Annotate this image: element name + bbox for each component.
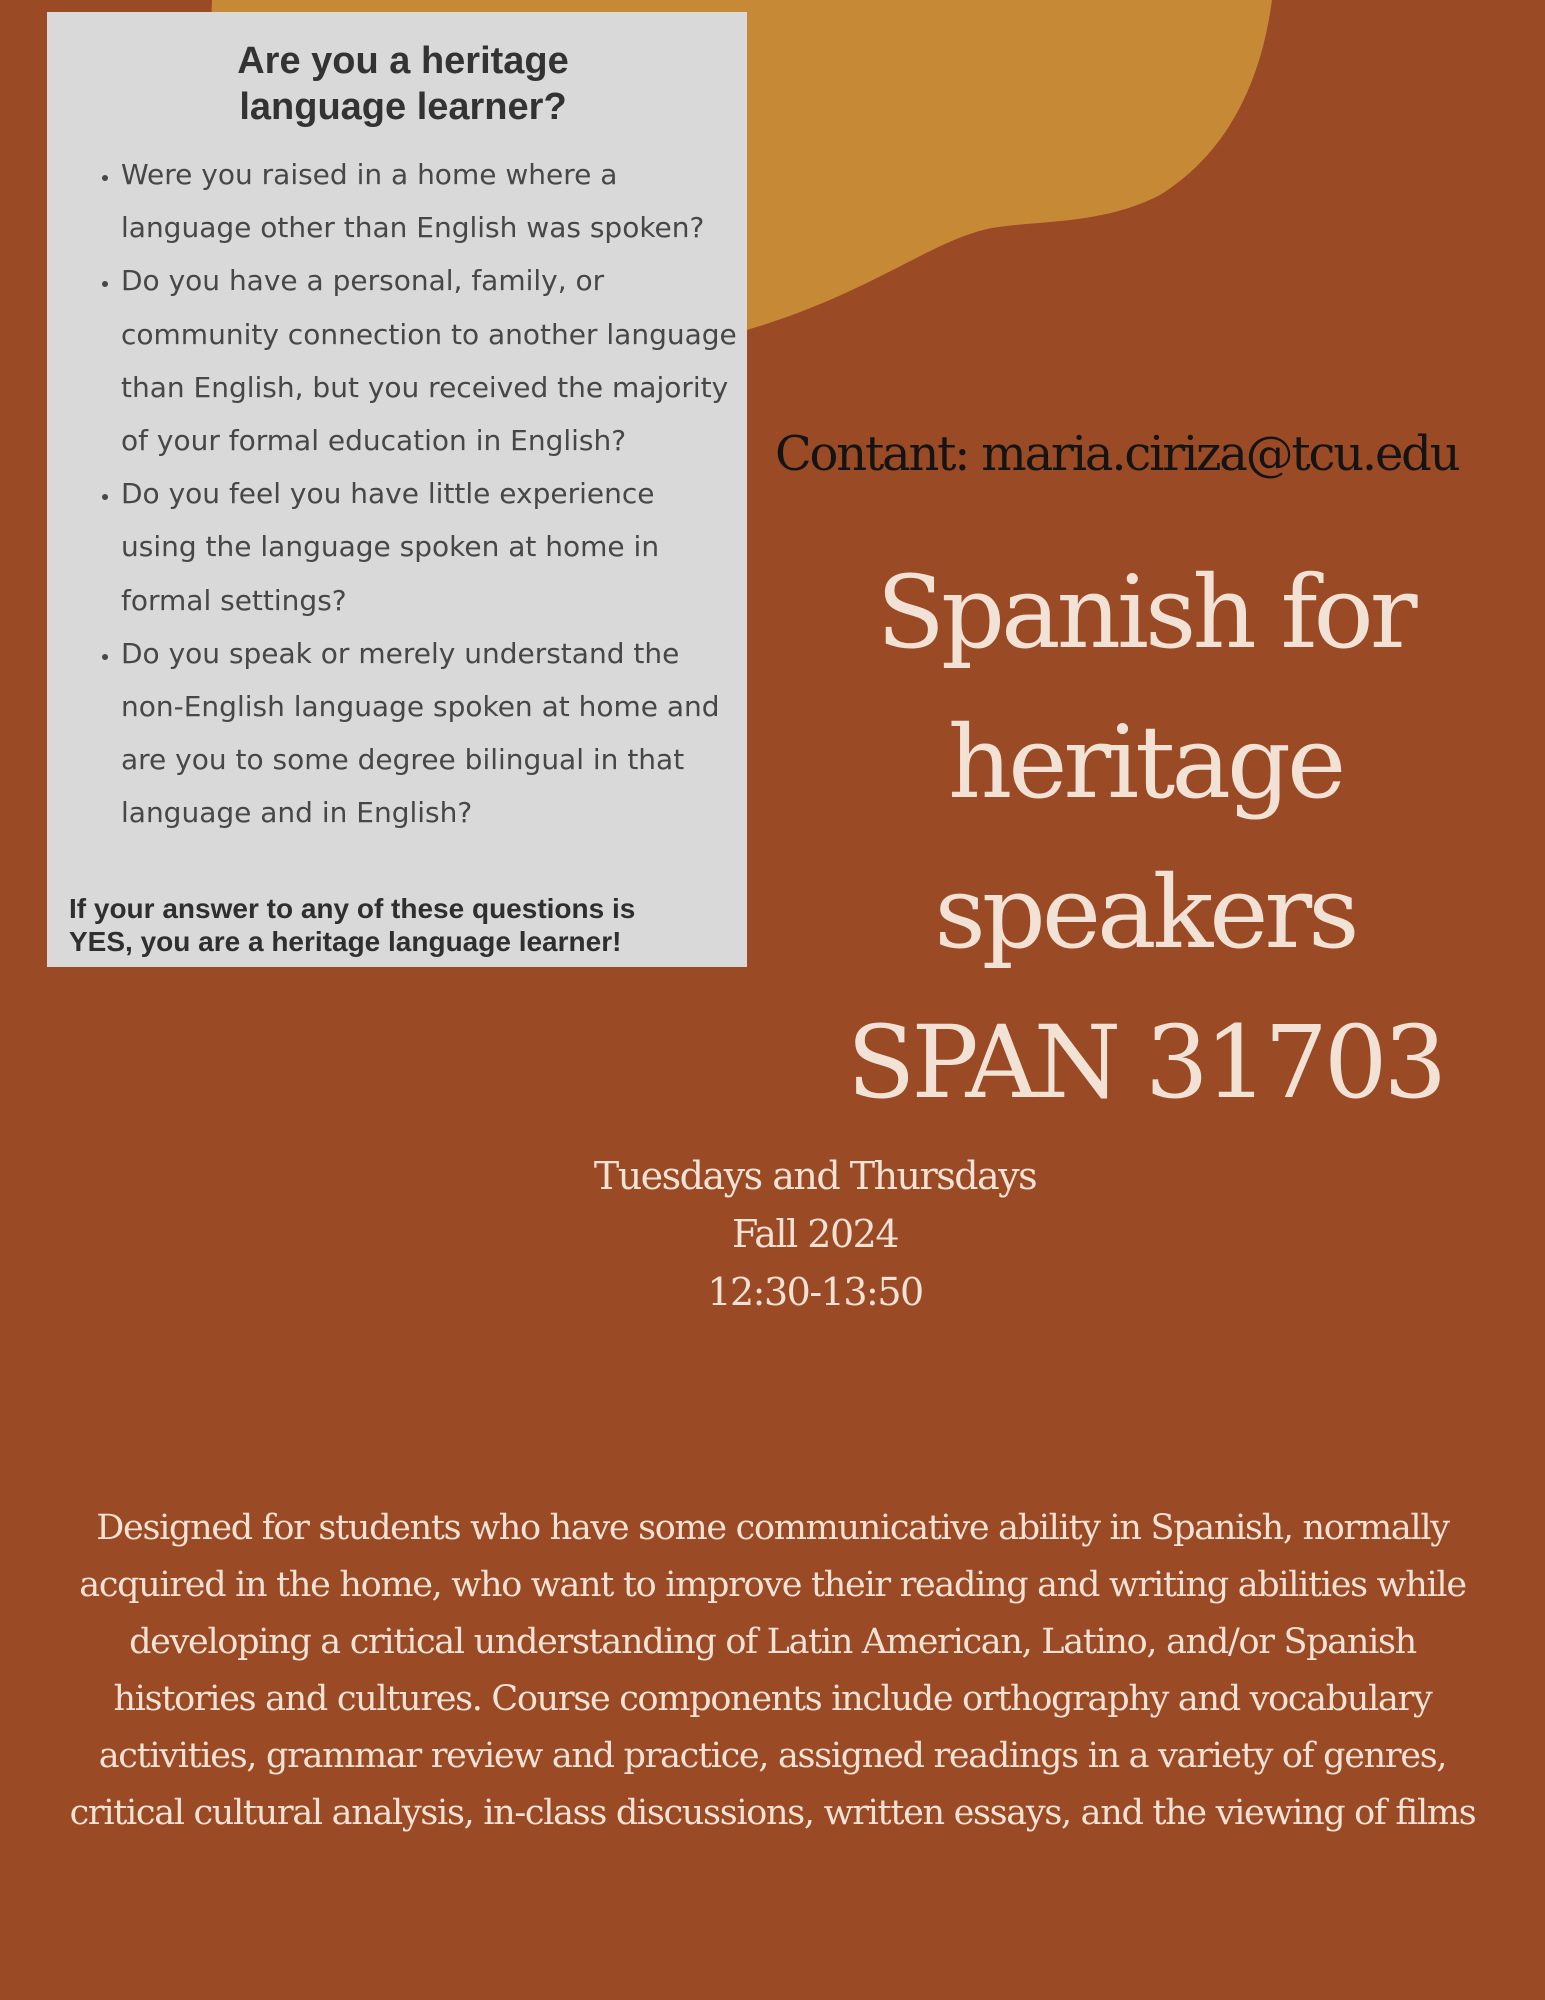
question-item: • Were you raised in a home where a language other than English was spoken? (121, 148, 737, 254)
course-title-line: speakers (934, 854, 1356, 971)
contact-email: Contant: maria.ciriza@tcu.edu (775, 426, 1459, 482)
info-box-title-line-1: Are you a heritage (237, 40, 569, 82)
question-list (69, 148, 737, 840)
question-item: • Do you speak or merely understand the non-English language spoken at home and are you to some degree bilingual in that language and in English? (121, 627, 737, 840)
schedule-term: Fall 2024 (731, 1212, 899, 1256)
course-schedule (420, 1147, 1210, 1321)
info-box-conclusion (69, 892, 737, 958)
description-line: histories and cultures. Course components include orthography and vocabulary (113, 1679, 1432, 1719)
course-description (0, 1500, 1545, 1842)
course-title-line: Spanish for (876, 554, 1414, 671)
info-box-conclusion-line-1: If your answer to any of these questions is (69, 892, 636, 924)
description-line: Designed for students who have some communicative ability in Spanish, normally (96, 1508, 1449, 1548)
description-line: developing a critical understanding of Latin American, Latino, and/or Spanish (129, 1622, 1416, 1662)
schedule-time: 12:30-13:50 (707, 1270, 923, 1314)
schedule-days: Tuesdays and Thursdays (593, 1154, 1037, 1198)
course-code: SPAN 31703 (846, 1004, 1444, 1121)
question-item: • Do you feel you have little experience using the language spoken at home in formal settings? (121, 467, 737, 627)
course-title (790, 538, 1500, 1138)
course-title-line: heritage (947, 704, 1343, 821)
question-item: • Do you have a personal, family, or community connection to another language than English, but you received the majority of your formal education in English? (121, 254, 737, 467)
info-box-title (69, 38, 737, 130)
description-line: acquired in the home, who want to improve their reading and writing abilities while (79, 1565, 1466, 1605)
description-line: critical cultural analysis, in-class discussions, written essays, and the viewing of films (69, 1793, 1476, 1833)
info-box-conclusion-line-2: YES, you are a heritage language learner! (69, 925, 622, 957)
info-box-title-line-2: language learner? (239, 86, 567, 128)
description-line: activities, grammar review and practice, assigned readings in a variety of genres, (98, 1736, 1447, 1776)
heritage-learner-info-box (47, 12, 747, 967)
